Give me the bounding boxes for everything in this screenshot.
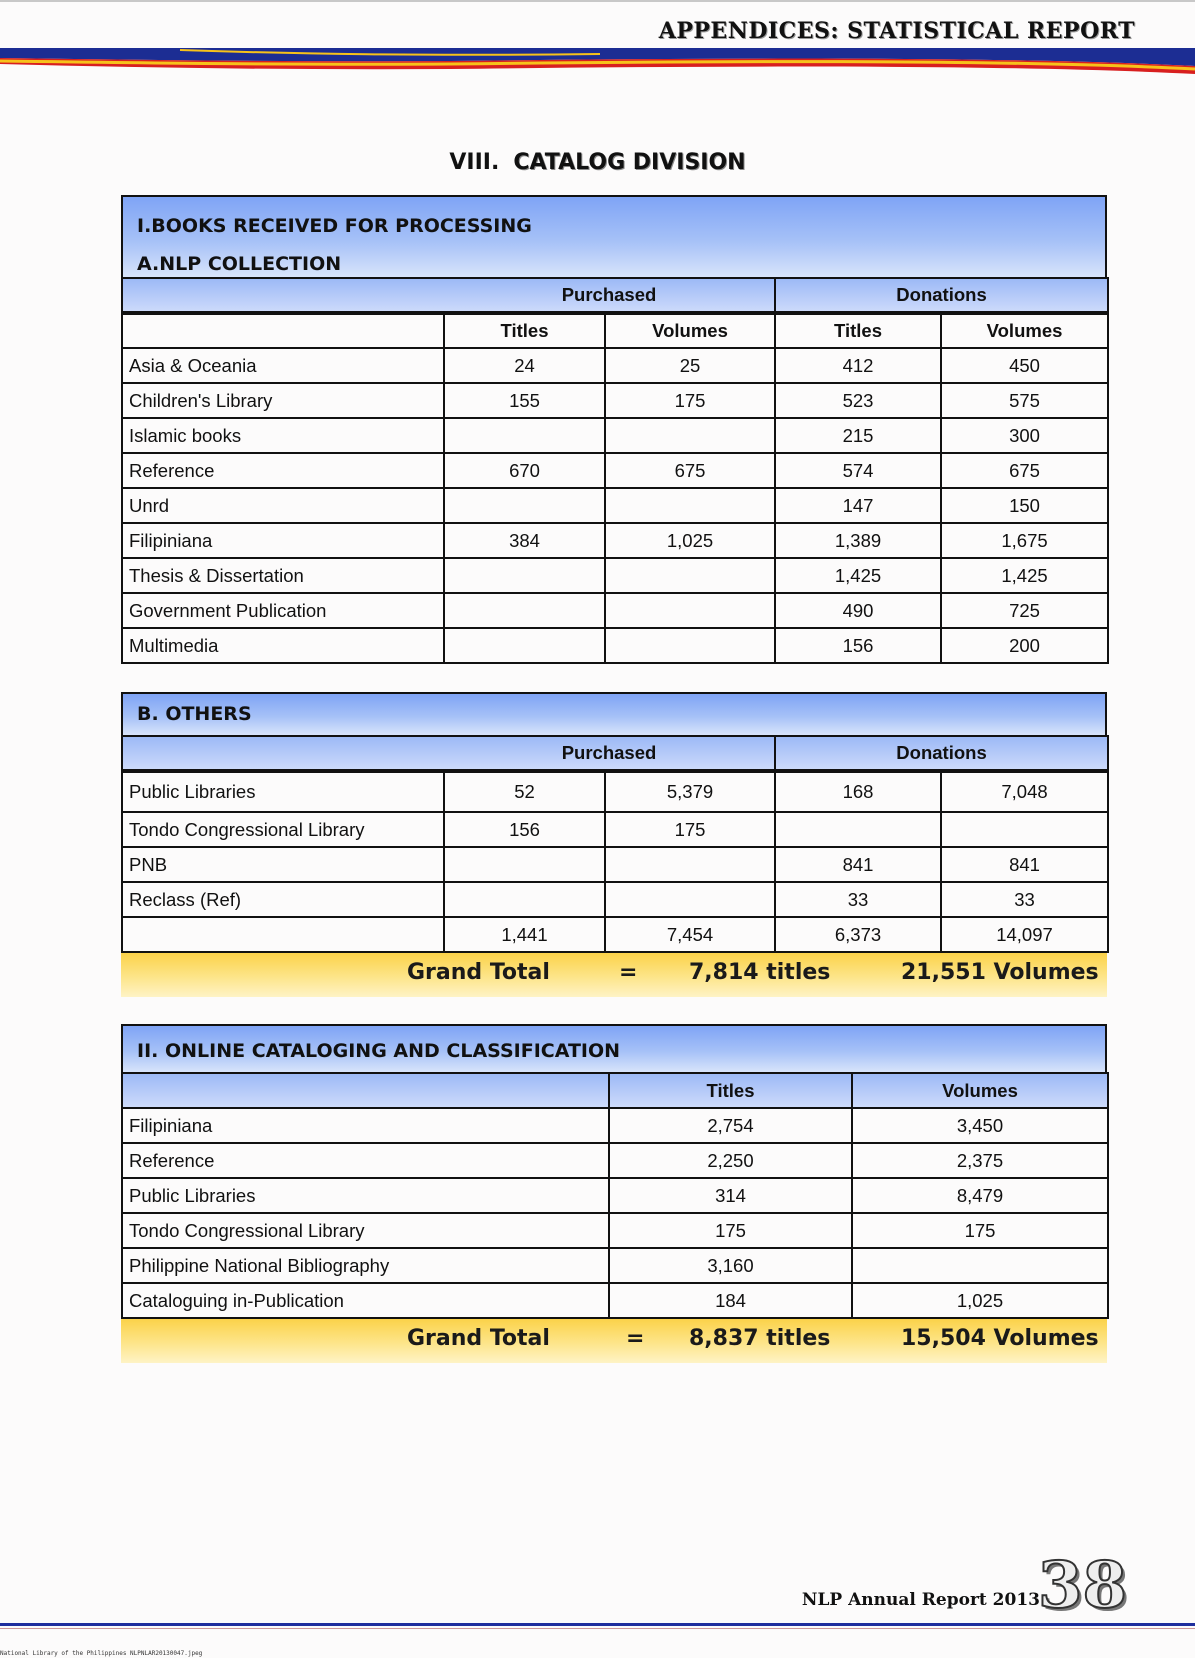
books-group-donations: Donations [775, 278, 1108, 313]
books-col-category [122, 313, 444, 348]
online-col-volumes: Volumes [852, 1073, 1108, 1108]
row-value: 24 [444, 348, 605, 383]
others-table [121, 692, 1107, 997]
row-value: 450 [941, 348, 1108, 383]
books-group-header-row [122, 278, 1108, 313]
table-row [122, 593, 1108, 628]
row-value: 155 [444, 383, 605, 418]
row-label: Reference [122, 453, 444, 488]
row-value: 3,450 [852, 1108, 1108, 1143]
row-value [605, 558, 775, 593]
others-title: B. OTHERS [137, 703, 252, 725]
row-value: 175 [852, 1213, 1108, 1248]
row-value: 490 [775, 593, 941, 628]
grand-total-volumes: 15,504 Volumes [901, 1326, 1099, 1351]
row-value: 1,025 [605, 523, 775, 558]
header-title: APPENDICES: STATISTICAL REPORT [658, 18, 1135, 44]
section-title [0, 150, 1195, 175]
books-col-donation-volumes: Volumes [941, 313, 1108, 348]
books-received-header [121, 195, 1107, 277]
row-value: 675 [605, 453, 775, 488]
table-row [122, 1143, 1108, 1178]
row-value [444, 882, 605, 917]
table-row [122, 488, 1108, 523]
table-row [122, 348, 1108, 383]
row-value: 14,097 [941, 917, 1108, 952]
books-col-purchased-titles: Titles [444, 313, 605, 348]
row-value: 5,379 [605, 771, 775, 812]
table-row [122, 771, 1108, 812]
grand-total-label: Grand Total [407, 960, 550, 985]
row-value: 7,454 [605, 917, 775, 952]
row-label: Asia & Oceania [122, 348, 444, 383]
row-label: Cataloguing in-Publication [122, 1283, 609, 1318]
footer-rule [0, 1623, 1195, 1626]
grand-total-titles: 7,814 titles [689, 960, 831, 985]
row-value [444, 628, 605, 663]
table-row [122, 1108, 1108, 1143]
grand-total-label: Grand Total [407, 1326, 550, 1351]
row-label: Multimedia [122, 628, 444, 663]
row-value: 575 [941, 383, 1108, 418]
row-value: 8,479 [852, 1178, 1108, 1213]
row-value: 156 [775, 628, 941, 663]
table-row [122, 917, 1108, 952]
table-row [122, 558, 1108, 593]
table-row [122, 812, 1108, 847]
row-label: Filipiniana [122, 523, 444, 558]
row-value: 175 [605, 383, 775, 418]
table-row [122, 523, 1108, 558]
grand-total-volumes: 21,551 Volumes [901, 960, 1099, 985]
table-row [122, 1283, 1108, 1318]
row-value: 33 [775, 882, 941, 917]
row-value: 670 [444, 453, 605, 488]
row-value: 314 [609, 1178, 852, 1213]
grand-total-equals: = [619, 960, 638, 985]
table-row [122, 1178, 1108, 1213]
row-value: 300 [941, 418, 1108, 453]
row-label: Filipiniana [122, 1108, 609, 1143]
section-name: CATALOG DIVISION [513, 150, 746, 175]
others-group-blank [122, 736, 444, 771]
table-row [122, 847, 1108, 882]
row-value: 1,441 [444, 917, 605, 952]
grand-total-equals: = [626, 1326, 645, 1351]
table-row [122, 453, 1108, 488]
row-value: 33 [941, 882, 1108, 917]
books-received-table [121, 195, 1107, 664]
source-caption: National Library of the Philippines NLPNLAR20130047.jpeg [0, 1650, 203, 1657]
books-table-body [122, 348, 1108, 663]
row-label: Unrd [122, 488, 444, 523]
row-value: 1,425 [941, 558, 1108, 593]
row-value [444, 418, 605, 453]
row-value: 675 [941, 453, 1108, 488]
row-value: 25 [605, 348, 775, 383]
row-value [605, 488, 775, 523]
row-label: Islamic books [122, 418, 444, 453]
row-label: Philippine National Bibliography [122, 1248, 609, 1283]
online-cataloging-title: II. ONLINE CATALOGING AND CLASSIFICATION [137, 1040, 621, 1062]
table-row [122, 1213, 1108, 1248]
online-cataloging-table [121, 1024, 1107, 1363]
row-label: Tondo Congressional Library [122, 812, 444, 847]
online-table-body [122, 1108, 1108, 1318]
books-col-purchased-volumes: Volumes [605, 313, 775, 348]
row-value: 841 [775, 847, 941, 882]
row-value [852, 1248, 1108, 1283]
online-col-category [122, 1073, 609, 1108]
row-value: 175 [609, 1213, 852, 1248]
row-label [122, 917, 444, 952]
row-value: 156 [444, 812, 605, 847]
row-label: Public Libraries [122, 1178, 609, 1213]
books-col-donation-titles: Titles [775, 313, 941, 348]
row-value: 1,389 [775, 523, 941, 558]
row-label: Tondo Congressional Library [122, 1213, 609, 1248]
row-value: 184 [609, 1283, 852, 1318]
online-grand-total [121, 1319, 1107, 1363]
table-row [122, 628, 1108, 663]
nlp-collection-subtitle: A.NLP COLLECTION [137, 253, 342, 275]
table-row [122, 383, 1108, 418]
footer-report-name: NLP Annual Report 2013 [801, 1590, 1040, 1610]
row-value: 1,025 [852, 1283, 1108, 1318]
top-rule [0, 0, 1195, 2]
row-label: Children's Library [122, 383, 444, 418]
row-value: 2,375 [852, 1143, 1108, 1178]
header-band [0, 44, 1195, 78]
row-value: 841 [941, 847, 1108, 882]
row-value: 6,373 [775, 917, 941, 952]
row-value: 3,160 [609, 1248, 852, 1283]
books-received-title: I.BOOKS RECEIVED FOR PROCESSING [137, 215, 532, 237]
others-header [121, 692, 1107, 735]
row-value: 384 [444, 523, 605, 558]
others-group-purchased: Purchased [444, 736, 775, 771]
row-value [941, 812, 1108, 847]
books-column-header-row [122, 313, 1108, 348]
row-value [605, 882, 775, 917]
section-number: VIII. [449, 150, 500, 175]
row-value: 200 [941, 628, 1108, 663]
others-table-body [122, 771, 1108, 952]
grand-total-titles: 8,837 titles [689, 1326, 831, 1351]
row-value: 1,675 [941, 523, 1108, 558]
row-value [444, 488, 605, 523]
row-value: 175 [605, 812, 775, 847]
online-col-titles: Titles [609, 1073, 852, 1108]
row-value [444, 558, 605, 593]
row-label: Public Libraries [122, 771, 444, 812]
footer-rule-thin [0, 1628, 1195, 1629]
row-value: 2,754 [609, 1108, 852, 1143]
row-value: 523 [775, 383, 941, 418]
books-group-blank [122, 278, 444, 313]
row-value: 168 [775, 771, 941, 812]
row-label: Reclass (Ref) [122, 882, 444, 917]
table-row [122, 418, 1108, 453]
row-value [605, 847, 775, 882]
row-label: Reference [122, 1143, 609, 1178]
row-value: 7,048 [941, 771, 1108, 812]
row-value: 52 [444, 771, 605, 812]
online-cataloging-header [121, 1024, 1107, 1072]
row-value [775, 812, 941, 847]
others-group-donations: Donations [775, 736, 1108, 771]
table-row [122, 882, 1108, 917]
row-value [444, 847, 605, 882]
books-group-purchased: Purchased [444, 278, 775, 313]
table-row [122, 1248, 1108, 1283]
others-group-header-row [122, 736, 1108, 771]
row-value [444, 593, 605, 628]
row-value: 2,250 [609, 1143, 852, 1178]
row-value: 1,425 [775, 558, 941, 593]
row-value [605, 628, 775, 663]
row-value: 150 [941, 488, 1108, 523]
row-label: PNB [122, 847, 444, 882]
page-number: 38 [1037, 1548, 1127, 1623]
row-value: 147 [775, 488, 941, 523]
row-value: 725 [941, 593, 1108, 628]
row-value [605, 418, 775, 453]
row-value: 412 [775, 348, 941, 383]
online-column-header-row [122, 1073, 1108, 1108]
row-value: 215 [775, 418, 941, 453]
row-value [605, 593, 775, 628]
others-grand-total [121, 953, 1107, 997]
row-label: Thesis & Dissertation [122, 558, 444, 593]
row-label: Government Publication [122, 593, 444, 628]
row-value: 574 [775, 453, 941, 488]
